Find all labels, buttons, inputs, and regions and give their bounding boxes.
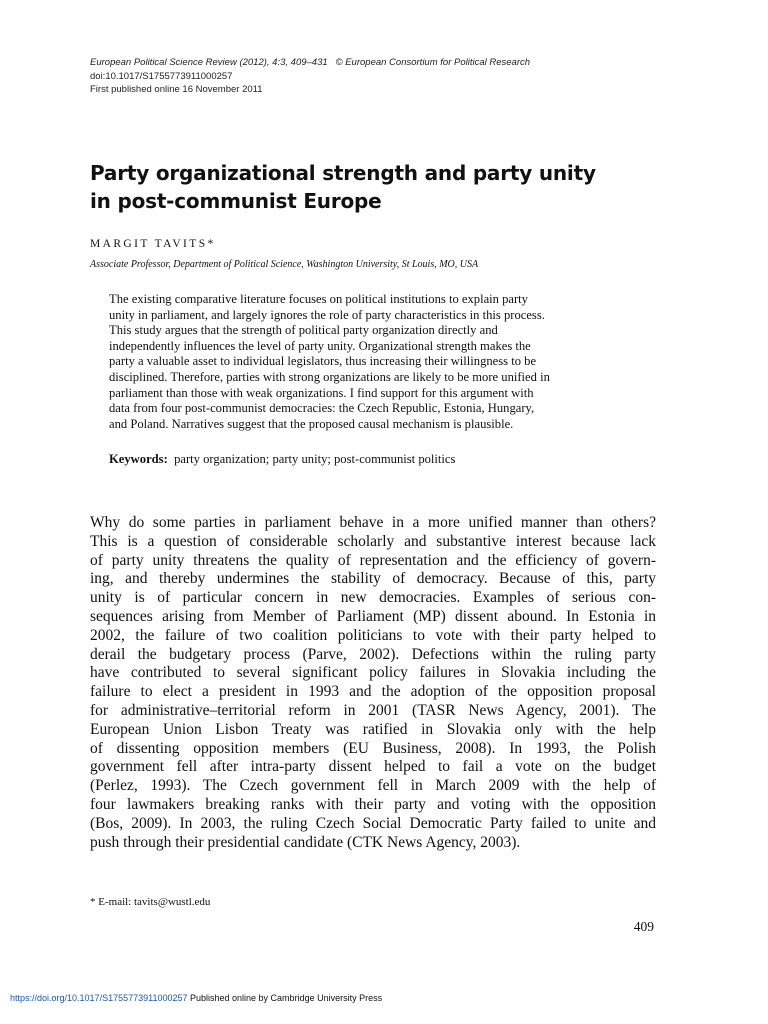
keywords — [109, 452, 455, 467]
body-line: sequences arising from Member of Parliament (MP) dissent abound. In Estonia in — [90, 607, 656, 625]
abstract-line: independently influences the level of party unity. Organizational strength makes the — [109, 338, 531, 353]
body-line: derail the budgetary process (Parve, 2002). Defections within the ruling party — [90, 645, 656, 663]
body-line: Why do some parties in parliament behave in a more unified manner than others? — [90, 514, 656, 531]
article-title — [90, 159, 690, 215]
abstract-line: unity in parliament, and largely ignores the role of party characteristics in this process. — [109, 307, 545, 322]
body-line: (Bos, 2009). In 2003, the ruling Czech Social Democratic Party failed to unite and — [90, 814, 656, 832]
body-line: government fell after intra-party dissent helped to fail a vote on the budget — [90, 758, 656, 776]
journal-citation-line — [90, 56, 690, 70]
body-line: push through their presidential candidate (CTK News Agency, 2003). — [90, 833, 521, 851]
title-line: in post-communist Europe — [90, 189, 382, 213]
abstract-line: and Poland. Narratives suggest that the proposed causal mechanism is plausible. — [109, 416, 514, 431]
author-name: MARGIT TAVITS* — [90, 238, 216, 250]
body-line: 2002, the failure of two coalition politicians to vote with their party helped to — [90, 626, 656, 644]
body-line: This is a question of considerable scholarly and substantive interest because lack — [90, 532, 656, 550]
doi-line: doi:10.1017/S1755773911000257 — [90, 70, 233, 82]
doi-link[interactable]: https://doi.org/10.1017/S1755773911000257 — [10, 993, 188, 1003]
body-line: ing, and thereby undermines the stability of democracy. Because of this, party — [90, 570, 656, 588]
body-text — [90, 514, 656, 852]
body-line: four lawmakers breaking ranks with their party and voting with the opposition — [90, 795, 656, 813]
author-affiliation: Associate Professor, Department of Political Science, Washington University, St Louis, MO, USA — [90, 259, 479, 270]
page-number: 409 — [633, 919, 654, 934]
published-date: First published online 16 November 2011 — [90, 84, 263, 95]
abstract — [109, 292, 629, 432]
abstract-line: disciplined. Therefore, parties with strong organizations are likely to be more unified in — [109, 369, 550, 384]
body-line: of party unity threatens the quality of representation and the efficiency of govern- — [90, 551, 656, 569]
publisher-text: Published online by Cambridge University Press — [187, 993, 383, 1003]
abstract-line: party a valuable asset to individual legislators, thus increasing their willingness to be — [109, 354, 537, 369]
body-line: unity is of particular concern in new democracies. Examples of serious con- — [90, 589, 656, 607]
body-line: for administrative–territorial reform in 2001 (TASR News Agency, 2001). The — [90, 701, 656, 719]
footnote: * E-mail: tavits@wustl.edu — [90, 896, 211, 908]
journal-header — [90, 56, 690, 97]
publisher-footer — [10, 993, 382, 1003]
abstract-line: This study argues that the strength of political party organization directly and — [109, 323, 498, 338]
abstract-line: The existing comparative literature focuses on political institutions to explain party — [109, 292, 528, 306]
body-line: (Perlez, 1993). The Czech government fell in March 2009 with the help of — [90, 777, 656, 795]
abstract-line: data from four post-communist democracies: the Czech Republic, Estonia, Hungary, — [109, 401, 535, 416]
body-line: European Union Lisbon Treaty was ratified in Slovakia only with the help — [90, 720, 656, 738]
keywords-label: Keywords: — [109, 452, 168, 466]
journal-citation: European Political Science Review (2012), 4:3, 409–431 — [90, 57, 328, 68]
body-line: have contributed to several significant policy failures in Slovakia including the — [90, 664, 656, 682]
abstract-line: parliament than those with weak organizations. I find support for this argument with — [109, 385, 534, 400]
body-line: failure to elect a president in 1993 and the adoption of the opposition proposal — [90, 683, 656, 701]
title-line: Party organizational strength and party unity — [90, 161, 596, 185]
copyright-notice: © European Consortium for Political Research — [335, 57, 531, 68]
keywords-list: party organization; party unity; post-communist politics — [174, 452, 456, 466]
body-line: of dissenting opposition members (EU Business, 2008). In 1993, the Polish — [90, 739, 656, 757]
